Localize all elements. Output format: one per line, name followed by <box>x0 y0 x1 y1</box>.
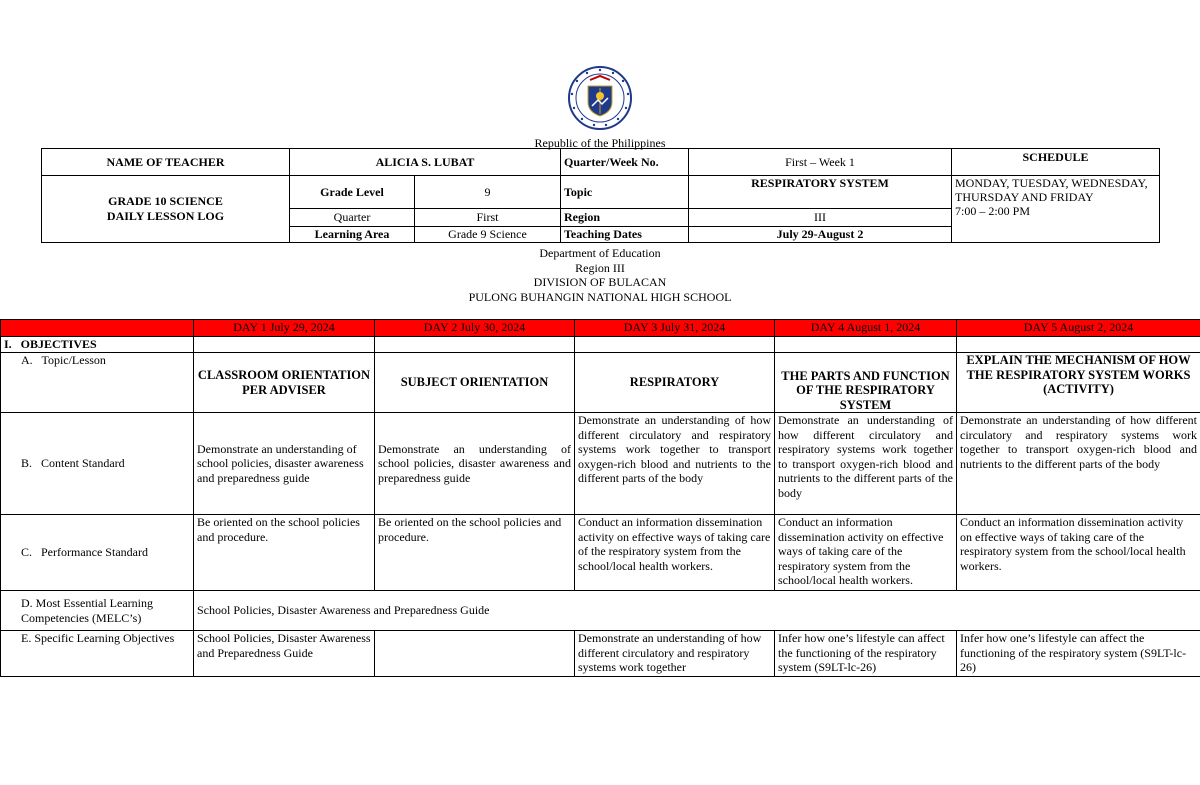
specific-day-5: Infer how one’s lifestyle can affect the functioning of the respiratory system (S9LT-lc-26) <box>957 631 1200 677</box>
day-header-2: DAY 2 July 30, 2024 <box>375 320 575 337</box>
teacher-name: ALICIA S. LUBAT <box>290 149 561 176</box>
topic-day-3: RESPIRATORY <box>575 353 775 413</box>
region-value: III <box>689 209 952 227</box>
region-text: Region III <box>575 260 625 275</box>
region-label: Region <box>561 209 689 227</box>
deped-seal-logo <box>568 66 632 130</box>
specific-day-3: Demonstrate an understanding of how different circulatory and respiratory systems work together <box>575 631 775 677</box>
content-day-4: Demonstrate an understanding of how different circulatory and respiratory systems work together to transport oxygen-rich blood and nutrients to the different parts of the body <box>775 413 957 515</box>
agency-block <box>0 246 1200 304</box>
empty-cell <box>375 337 575 353</box>
empty-cell <box>575 337 775 353</box>
empty-cell <box>957 337 1200 353</box>
specific-objectives-label: E. Specific Learning Objectives <box>1 631 194 677</box>
content-day-3: Demonstrate an understanding of how different circulatory and respiratory systems work together to transport oxygen-rich blood and nutrients to the different parts of the body <box>575 413 775 515</box>
topic-day-4: THE PARTS AND FUNCTION OF THE RESPIRATORY SYSTEM <box>775 353 957 413</box>
content-standard-label: B. Content Standard <box>1 413 194 515</box>
day-header-3: DAY 3 July 31, 2024 <box>575 320 775 337</box>
quarter-label: Quarter <box>290 209 415 227</box>
topic-lesson-label: A. Topic/Lesson <box>1 353 194 413</box>
quarter-value: First <box>415 209 561 227</box>
teaching-dates-value: July 29-August 2 <box>689 227 952 243</box>
empty-cell <box>775 337 957 353</box>
day-header-5: DAY 5 August 2, 2024 <box>957 320 1200 337</box>
objectives-label: I. OBJECTIVES <box>1 337 194 353</box>
name-of-teacher-label: NAME OF TEACHER <box>42 149 290 176</box>
day-header-4: DAY 4 August 1, 2024 <box>775 320 957 337</box>
dll-title-line2: DAILY LESSON LOG <box>106 209 225 223</box>
specific-day-4: Infer how one’s lifestyle can affect the functioning of the respiratory system (S9LT-lc-26) <box>775 631 957 677</box>
schedule-cell <box>952 176 1160 243</box>
schedule-days: MONDAY, TUESDAY, WEDNESDAY, THURSDAY AND FRIDAY <box>955 176 1148 204</box>
grade-level-label: Grade Level <box>290 176 415 209</box>
content-day-2: Demonstrate an understanding of school policies, disaster awareness and preparedness guide <box>375 413 575 515</box>
department-text: Department of Education <box>539 246 661 260</box>
melc-value: School Policies, Disaster Awareness and Preparedness Guide <box>194 591 1200 631</box>
specific-day-1: School Policies, Disaster Awareness and Preparedness Guide <box>194 631 375 677</box>
schedule-label: SCHEDULE <box>952 149 1160 176</box>
header-table <box>41 148 1160 243</box>
learning-area-label: Learning Area <box>290 227 415 243</box>
performance-day-4: Conduct an information dissemination activity on effective ways of taking care of the respiratory system from the school/local health workers. <box>775 515 957 591</box>
dll-title <box>42 176 290 243</box>
school-text: PULONG BUHANGIN NATIONAL HIGH SCHOOL <box>468 289 732 304</box>
empty-cell <box>194 337 375 353</box>
schedule-time: 7:00 – 2:00 PM <box>955 204 1031 218</box>
topic-value: RESPIRATORY SYSTEM <box>689 176 952 209</box>
content-day-5: Demonstrate an understanding of how different circulatory and respiratory systems work together to transport oxygen-rich blood and nutrients to the different parts of the body <box>957 413 1200 515</box>
division-text: DIVISION OF BULACAN <box>533 275 667 289</box>
learning-area-value: Grade 9 Science <box>415 227 561 243</box>
lesson-plan-table <box>0 319 1200 677</box>
performance-day-5: Conduct an information dissemination activity on effective ways of taking care of the respiratory system from the school/local health workers. <box>957 515 1200 591</box>
performance-day-1: Be oriented on the school policies and procedure. <box>194 515 375 591</box>
performance-day-3: Conduct an information dissemination activity on effective ways of taking care of the respiratory system from the school/local health workers. <box>575 515 775 591</box>
grade-level-value: 9 <box>415 176 561 209</box>
quarter-week-label: Quarter/Week No. <box>561 149 689 176</box>
topic-day-1: CLASSROOM ORIENTATION PER ADVISER <box>194 353 375 413</box>
teaching-dates-label: Teaching Dates <box>561 227 689 243</box>
day-header-1: DAY 1 July 29, 2024 <box>194 320 375 337</box>
republic-text: Republic of the Philippines <box>534 136 666 150</box>
day-header-blank <box>1 320 194 337</box>
quarter-week-value: First – Week 1 <box>689 149 952 176</box>
melc-label: D. Most Essential Learning Competencies (MELC’s) <box>1 591 194 631</box>
performance-standard-label: C. Performance Standard <box>1 515 194 591</box>
dll-title-line1: GRADE 10 SCIENCE <box>108 194 223 208</box>
topic-day-5: EXPLAIN THE MECHANISM OF HOW THE RESPIRATORY SYSTEM WORKS (ACTIVITY) <box>957 353 1200 413</box>
content-day-1: Demonstrate an understanding of school policies, disaster awareness and preparedness guide <box>194 413 375 515</box>
topic-label: Topic <box>561 176 689 209</box>
specific-day-2 <box>375 631 575 677</box>
topic-day-2: SUBJECT ORIENTATION <box>375 353 575 413</box>
performance-day-2: Be oriented on the school policies and procedure. <box>375 515 575 591</box>
